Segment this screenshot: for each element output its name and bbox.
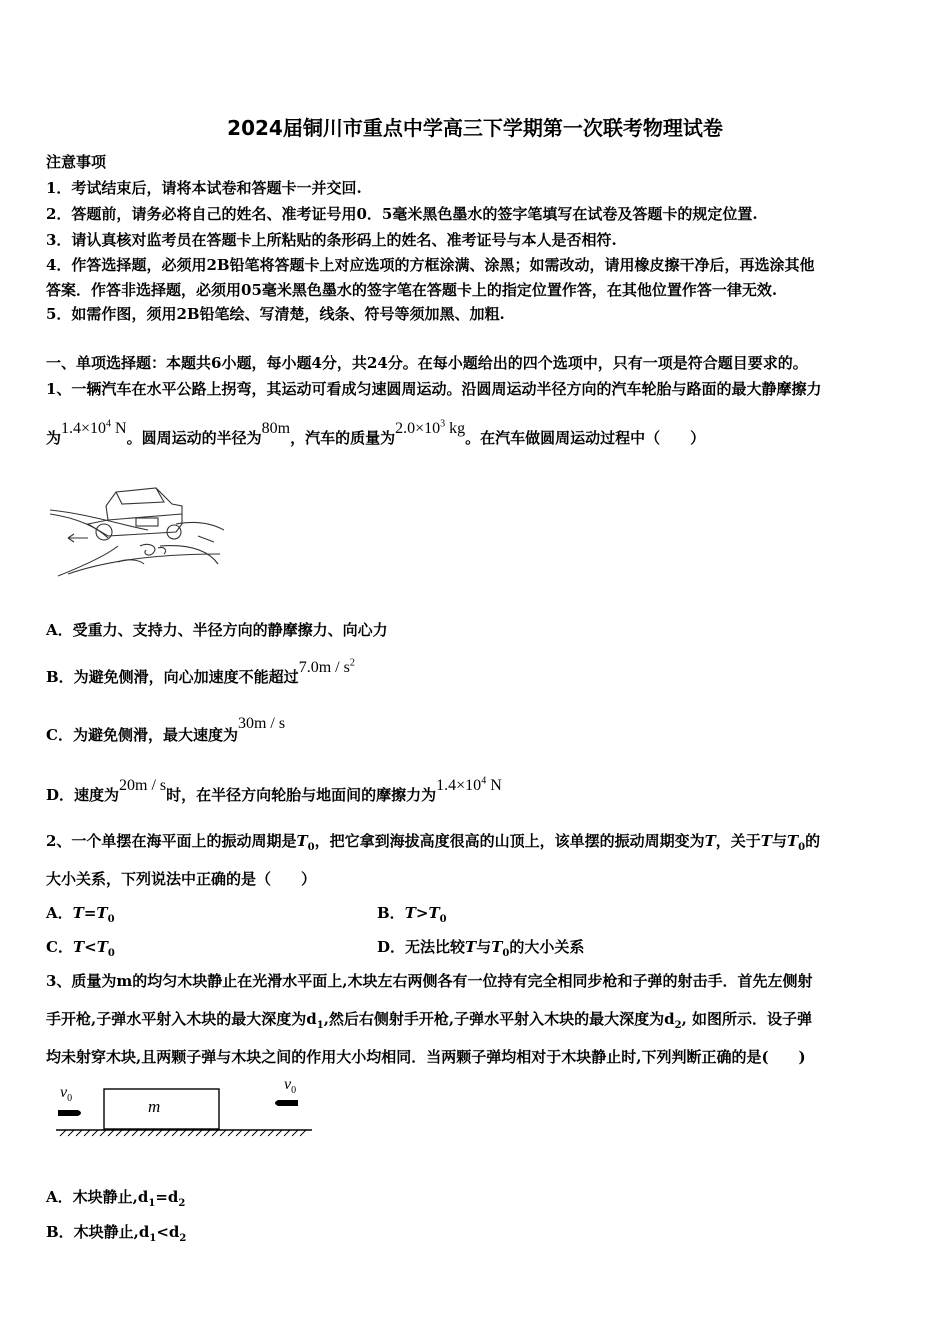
q1-accel-value: $7.0m / s^2$: [298, 657, 355, 676]
q1-stem-line2: [46, 418, 706, 448]
q2-option-a[interactable]: A．$T=T_0$: [46, 904, 115, 925]
q1-text: ，汽车的质量为: [290, 429, 396, 447]
q2-stem-line2: 大小关系，下列说法中正确的是（ ）: [46, 870, 317, 888]
q2-option-b[interactable]: B．$T>T_0$: [377, 904, 447, 925]
right-velocity-label: $v_0$: [284, 1076, 297, 1097]
q1-text: 。圆周运动的半径为: [126, 429, 262, 447]
q2-stem-line1: 2、一个单摆在海平面上的振动周期是$T_0$，把它拿到海拔高度很高的山顶上，该单摆的振动周期变为T，关于T与$T_0$的: [46, 832, 821, 853]
notice-item-3: 3．请认真核对监考员在答题卡上所粘贴的条形码上的姓名、准考证号与本人是否相符.: [46, 231, 617, 249]
q1-text: 为: [46, 429, 62, 447]
page-title: 2024届铜川市重点中学高三下学期第一次联考物理试卷: [227, 116, 723, 140]
q1-option-d[interactable]: D．速度为20m / s时，在半径方向轮胎与地面间的摩擦力为$1.4\times 10^4$ N: [46, 775, 502, 804]
q1-mass-value: $2.0\times 10^3$ kg: [395, 418, 466, 437]
section-heading: 一、单项选择题：本题共6小题，每小题4分，共24分。在每小题给出的四个选项中，只有一项是符合题目要求的。: [46, 354, 808, 372]
left-velocity-label: $v_0$: [60, 1084, 73, 1105]
car-turning-illustration: [48, 484, 228, 580]
q1-text: 。在汽车做圆周运动过程中（ ）: [465, 429, 706, 447]
q1-option-b[interactable]: B．为避免侧滑，向心加速度不能超过$7.0m / s^2$: [46, 657, 355, 686]
q3-option-a[interactable]: A．木块静止$,d_1=d_2$: [46, 1188, 186, 1209]
left-bullet: [58, 1110, 81, 1116]
q3-option-b[interactable]: B．木块静止$,d_1<d_2$: [46, 1223, 187, 1244]
diagram-drawing: [56, 1082, 316, 1142]
q2-option-d[interactable]: D．无法比较T与$T_0$的大小关系: [377, 938, 585, 959]
q3-stem-line2: 手开枪,子弹水平射入木块的最大深度为$d_1$,然后右侧射手开枪,子弹水平射入木块的最大深度为$d_2$, 如图所示．设子弹: [46, 1010, 813, 1031]
q2-option-c[interactable]: C．$T<T_0$: [46, 938, 115, 959]
q3-stem-line3: 均未射穿木块,且两颗子弹与木块之间的作用大小均相同．当两颗子弹均相对于木块静止时,下列判断正确的是( ): [46, 1048, 806, 1066]
q1-option-a[interactable]: A．受重力、支持力、半径方向的静摩擦力、向心力: [46, 621, 388, 639]
wood-block: [104, 1089, 219, 1129]
q1-friction-d-value: $1.4\times 10^4$ N: [436, 775, 502, 794]
notice-item-4: 4．作答选择题，必须用2B铅笔将答题卡上对应选项的方框涂满、涂黑；如需改动，请用橡皮擦干净后，再选涂其他: [46, 256, 815, 274]
q1-radius-value: 80m: [261, 420, 291, 437]
q1-speed-d-value: 20m / s: [119, 777, 167, 794]
right-bullet: [275, 1100, 298, 1106]
q1-stem-line1: 1、一辆汽车在水平公路上拐弯，其运动可看成匀速圆周运动。沿圆周运动半径方向的汽车轮胎与路面的最大静摩擦力: [46, 380, 822, 398]
q1-speed-value: 30m / s: [237, 715, 286, 732]
q1-option-c[interactable]: C．为避免侧滑，最大速度为30m / s: [46, 715, 286, 744]
block-bullet-diagram: [56, 1076, 316, 1142]
notice-item-4-cont: 答案．作答非选择题，必须用05毫米黑色墨水的签字笔在答题卡上的指定位置作答，在其他位置作答一律无效.: [46, 281, 778, 299]
notice-item-5: 5．如需作图，须用2B铅笔绘、写清楚，线条、符号等须加黑、加粗.: [46, 305, 505, 323]
ground-hatching: [60, 1130, 306, 1136]
block-mass-label: m: [148, 1097, 161, 1116]
notice-heading: 注意事项: [46, 153, 107, 171]
q3-stem-line1: 3、质量为m的均匀木块静止在光滑水平面上,木块左右两侧各有一位持有完全相同步枪和子弹的射击手．首先左侧射: [46, 972, 813, 990]
notice-item-2: 2．答题前，请务必将自己的姓名、准考证号用0．5毫米黑色墨水的签字笔填写在试卷及答题卡的规定位置.: [46, 205, 758, 223]
notice-item-1: 1．考试结束后，请将本试卷和答题卡一并交回.: [46, 179, 362, 197]
q1-friction-value: $1.4\times 10^4$ N: [61, 418, 127, 437]
